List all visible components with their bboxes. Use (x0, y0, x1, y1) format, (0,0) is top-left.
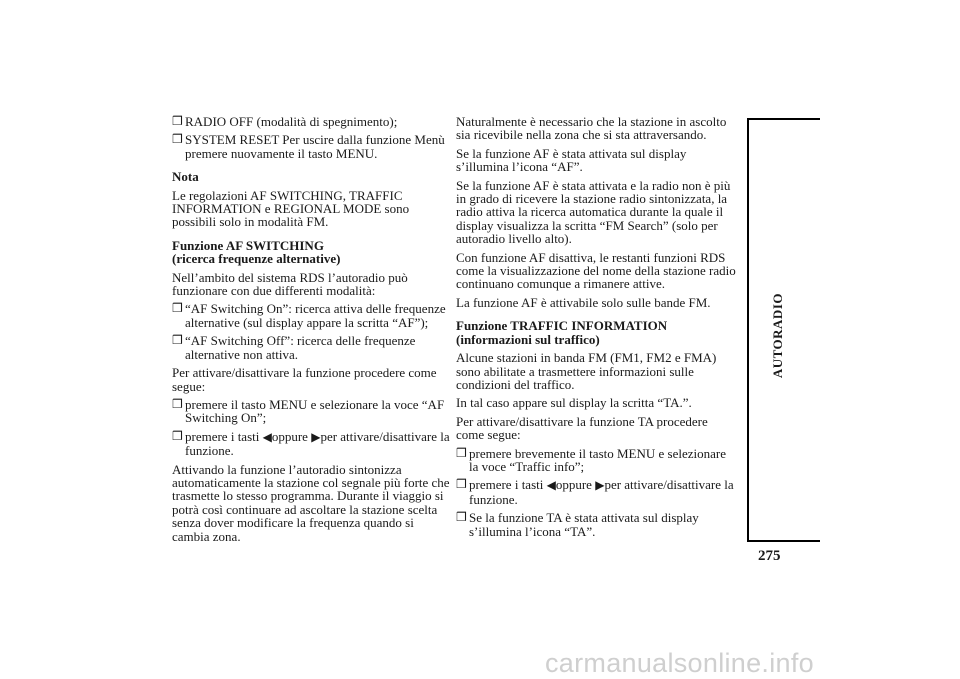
right-arrow-icon: ▶ (311, 429, 321, 444)
paragraph: Nell’ambito del sistema RDS l’autoradio può funzionare con due differenti modalità: (172, 269, 408, 299)
paragraph: Se la funzione AF è stata attivata sul display s’illumina l’icona “AF”. (456, 145, 687, 175)
nota-heading: Nota (172, 169, 199, 185)
section-tab-label: AUTORADIO (770, 293, 785, 379)
section-frame-line (747, 118, 749, 542)
checkbox-bullet-icon: ❒ (456, 445, 467, 460)
traffic-info-heading: Funzione TRAFFIC INFORMATION (informazioni sul traffico) (456, 318, 668, 347)
paragraph: Per attivare/disattivare la funzione procedere come segue: (172, 365, 437, 394)
paragraph: In tal caso appare sul display la scritta “TA.”. (456, 395, 692, 411)
checkbox-bullet-icon: ❒ (172, 301, 183, 316)
list-item: ❒ “AF Switching Off”: ricerca delle frequenze alternative non attiva. (172, 333, 416, 362)
list-item: ❒ premere brevemente il tasto MENU e selezionare la voce “Traffic info”; (456, 445, 726, 474)
paragraph: Attivando la funzione l’autoradio sintonizza automaticamente la stazione col segnale più forte che trasmette lo stesso programma. Durante il viaggio si potrà così continuare ad ascoltare la stazione scelta senza dover modificare la frequenza quando si cambia zona. (172, 461, 450, 544)
checkbox-bullet-icon: ❒ (172, 333, 183, 348)
checkbox-bullet-icon: ❒ (456, 510, 467, 525)
list-item: ❒ SYSTEM RESET Per uscire dalla funzione Menù premere nuovamente il tasto MENU. (172, 132, 445, 161)
right-column (456, 115, 738, 543)
watermark: carmanualsonline.info (545, 648, 814, 678)
paragraph: Per attivare/disattivare la funzione TA procedere come segue: (456, 413, 708, 443)
nota-paragraph: Le regolazioni AF SWITCHING, TRAFFIC INFORMATION e REGIONAL MODE sono possibili solo in modalità FM. (172, 187, 410, 230)
list-item: ❒ Se la funzione TA è stata attivata sul display s’illumina l’icona “TA”. (456, 510, 699, 539)
af-switching-heading: Funzione AF SWITCHING (ricerca frequenze alternative) (172, 237, 341, 267)
paragraph: Alcune stazioni in banda FM (FM1, FM2 e FMA) sono abilitate a trasmettere informazioni sulle condizioni del traffico. (456, 350, 717, 392)
paragraph: Se la funzione AF è stata attivata e la radio non è più in grado di ricevere la stazione radio sintonizzata, la radio attiva la ricerca automatica durante la quale il display visualizza la scritta “FM Search” (solo per autoradio livello alto). (456, 177, 731, 247)
left-arrow-icon: ◀ (546, 478, 556, 493)
checkbox-bullet-icon: ❒ (172, 114, 183, 128)
list-item: ❒ “AF Switching On”: ricerca attiva delle frequenze alternative (sul display appare la scritta “AF”); (172, 301, 446, 330)
right-arrow-icon: ▶ (595, 478, 605, 493)
list-item: ❒ premere il tasto MENU e selezionare la voce “AF Switching On”; (172, 396, 445, 426)
paragraph: La funzione AF è attivabile solo sulle bande FM. (456, 294, 711, 310)
checkbox-bullet-icon: ❒ (172, 428, 183, 443)
paragraph: Con funzione AF disattiva, le restanti funzioni RDS come la visualizzazione del nome della stazione radio continuano comunque a rimanere attive. (456, 249, 736, 292)
list-item: ❒ RADIO OFF (modalità di spegnimento); (172, 114, 398, 129)
checkbox-bullet-icon: ❒ (172, 132, 183, 147)
left-column (172, 115, 452, 548)
list-item: ❒ premere i tasti ◀oppure ▶per attivare/disattivare la funzione. (172, 428, 450, 459)
checkbox-bullet-icon: ❒ (456, 477, 467, 492)
paragraph: Naturalmente è necessario che la stazione in ascolto sia ricevibile nella zona che si sta attraversando. (456, 114, 727, 143)
list-item: ❒ premere i tasti ◀oppure ▶per attivare/disattivare la funzione. (456, 477, 734, 507)
left-arrow-icon: ◀ (262, 429, 272, 444)
section-frame-top (747, 118, 820, 120)
checkbox-bullet-icon: ❒ (172, 396, 183, 411)
section-frame-bottom (747, 540, 820, 542)
page-number: 275 (758, 548, 781, 564)
